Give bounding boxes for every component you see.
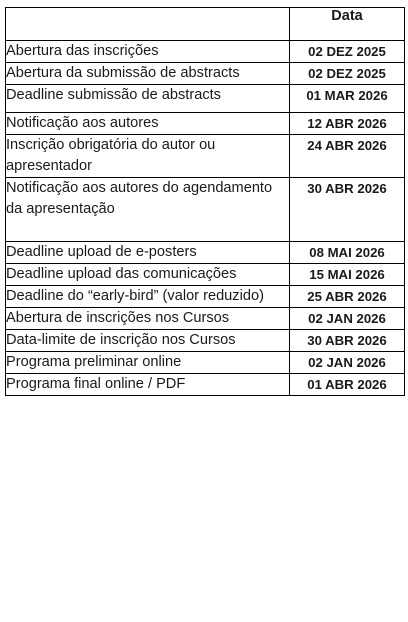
- date-cell: 08 MAI 2026: [290, 242, 405, 264]
- date-cell: 02 DEZ 2025: [290, 63, 405, 85]
- table-row: [6, 242, 405, 264]
- date-cell: 02 JAN 2026: [290, 352, 405, 374]
- event-cell: Abertura de inscrições nos Cursos: [6, 308, 290, 330]
- table-row: [6, 85, 405, 113]
- date-cell: 01 MAR 2026: [290, 85, 405, 113]
- event-cell: Programa preliminar online: [6, 352, 290, 374]
- event-cell: Abertura das inscrições: [6, 41, 290, 63]
- table-row: [6, 63, 405, 85]
- dates-table: [5, 7, 405, 396]
- table-row: [6, 178, 405, 242]
- event-cell: Programa final online / PDF: [6, 374, 290, 396]
- event-cell: Deadline do “early-bird” (valor reduzido): [6, 286, 290, 308]
- event-cell: Notificação aos autores: [6, 113, 290, 135]
- date-cell: 15 MAI 2026: [290, 264, 405, 286]
- table-header-row: [6, 8, 405, 41]
- table-row: [6, 264, 405, 286]
- date-cell: 12 ABR 2026: [290, 113, 405, 135]
- table-row: [6, 352, 405, 374]
- date-cell: 02 JAN 2026: [290, 308, 405, 330]
- date-cell: 02 DEZ 2025: [290, 41, 405, 63]
- event-cell: Deadline upload das comunicações: [6, 264, 290, 286]
- date-column-header: Data: [290, 8, 405, 41]
- table-row: [6, 286, 405, 308]
- date-cell: 30 ABR 2026: [290, 178, 405, 242]
- table-row: [6, 374, 405, 396]
- table-row: [6, 135, 405, 178]
- event-cell: Data-limite de inscrição nos Cursos: [6, 330, 290, 352]
- table-row: [6, 41, 405, 63]
- table-row: [6, 113, 405, 135]
- event-cell: Deadline submissão de abstracts: [6, 85, 290, 113]
- event-cell: Deadline upload de e-posters: [6, 242, 290, 264]
- date-cell: 01 ABR 2026: [290, 374, 405, 396]
- date-cell: 24 ABR 2026: [290, 135, 405, 178]
- table-row: [6, 330, 405, 352]
- table-row: [6, 308, 405, 330]
- event-column-header: [6, 8, 290, 41]
- event-cell: Abertura da submissão de abstracts: [6, 63, 290, 85]
- event-cell: Notificação aos autores do agendamento da apresentação: [6, 178, 290, 242]
- date-cell: 25 ABR 2026: [290, 286, 405, 308]
- date-cell: 30 ABR 2026: [290, 330, 405, 352]
- event-cell: Inscrição obrigatória do autor ou apresentador: [6, 135, 290, 178]
